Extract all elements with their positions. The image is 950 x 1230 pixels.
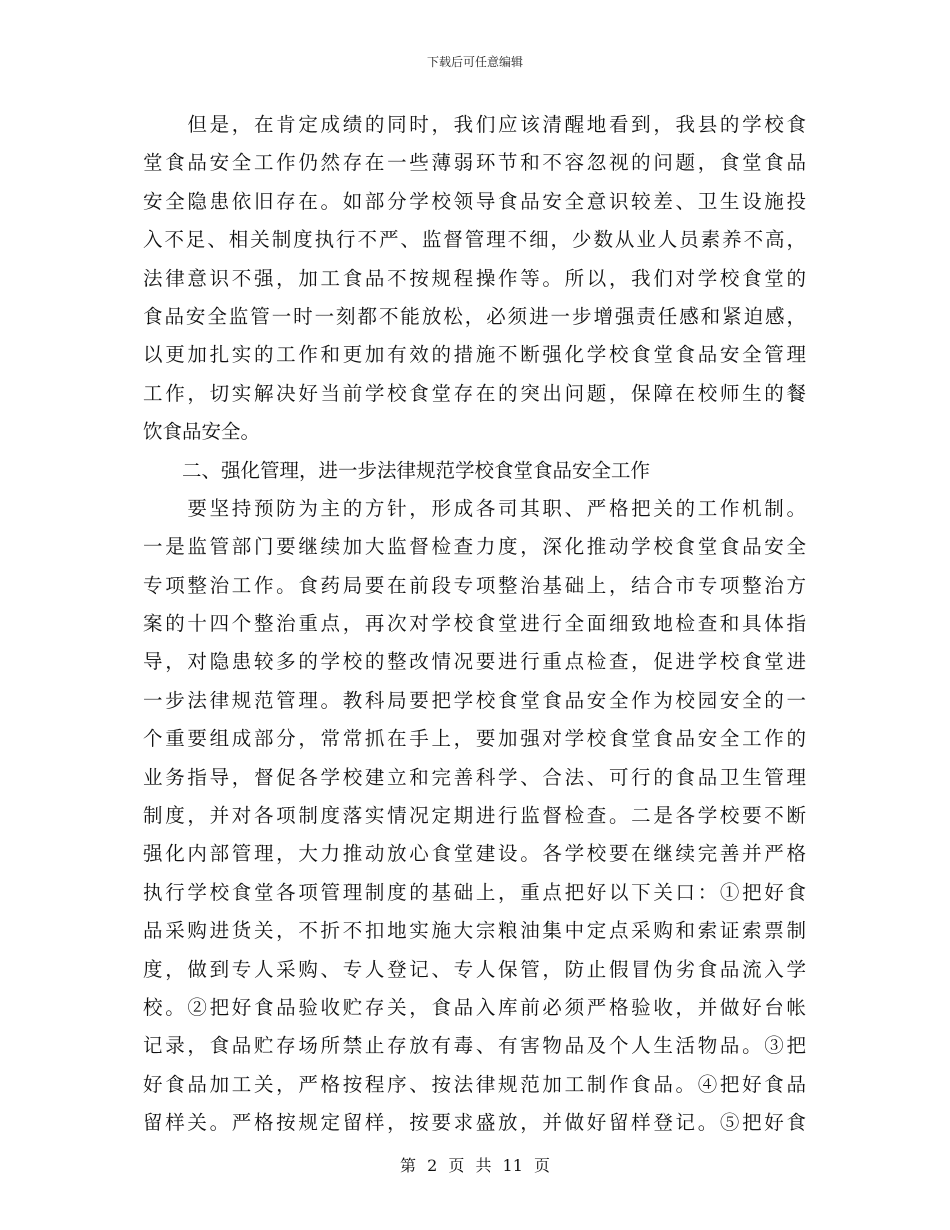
text-line: 强化内部管理，大力推动放心食堂建设。各学校要在继续完善并严格 bbox=[143, 842, 806, 866]
text-line: 制度，并对各项制度落实情况定期进行监督检查。二是各学校要不断 bbox=[143, 804, 806, 828]
page-footer: 第 2 页 共 11 页 bbox=[400, 1156, 550, 1175]
text-line: 记录，食品贮存场所禁止存放有毒、有害物品及个人生活物品。③把 bbox=[143, 1034, 806, 1058]
text-line: 以更加扎实的工作和更加有效的措施不断强化学校食堂食品安全管理 bbox=[143, 343, 806, 367]
text-line: 二、强化管理，进一步法律规范学校食堂食品安全工作 bbox=[143, 458, 651, 482]
text-line: 一步法律规范管理。教科局要把学校食堂食品安全作为校园安全的一 bbox=[143, 688, 806, 712]
text-line: 工作，切实解决好当前学校食堂存在的突出问题，保障在校师生的餐 bbox=[143, 381, 806, 405]
text-line: 案的十四个整治重点，再次对学校食堂进行全面细致地检查和具体指 bbox=[143, 612, 806, 636]
text-line: 校。②把好食品验收贮存关，食品入库前必须严格验收，并做好台帐 bbox=[143, 995, 806, 1019]
document-body bbox=[143, 106, 806, 1143]
text-line: 专项整治工作。食药局要在前段专项整治基础上，结合市专项整治方 bbox=[143, 573, 806, 597]
text-line: 业务指导，督促各学校建立和完善科学、合法、可行的食品卫生管理 bbox=[143, 765, 806, 789]
text-line: 堂食品安全工作仍然存在一些薄弱环节和不容忽视的问题，食堂食品 bbox=[143, 151, 806, 175]
text-line: 导，对隐患较多的学校的整改情况要进行重点检查，促进学校食堂进 bbox=[143, 650, 806, 674]
text-line: 度，做到专人采购、专人登记、专人保管，防止假冒伪劣食品流入学 bbox=[143, 957, 806, 981]
text-line: 饮食品安全。 bbox=[143, 420, 261, 444]
text-line: 安全隐患依旧存在。如部分学校领导食品安全意识较差、卫生设施投 bbox=[143, 189, 806, 213]
text-line: 入不足、相关制度执行不严、监督管理不细，少数从业人员素养不高， bbox=[143, 228, 806, 252]
text-line: 品采购进货关，不折不扣地实施大宗粮油集中定点采购和索证索票制 bbox=[143, 919, 806, 943]
text-line: 留样关。严格按规定留样，按要求盛放，并做好留样登记。⑤把好食 bbox=[143, 1111, 806, 1135]
text-line: 但是，在肯定成绩的同时，我们应该清醒地看到，我县的学校食 bbox=[143, 113, 806, 136]
text-line: 要坚持预防为主的方针，形成各司其职、严格把关的工作机制。 bbox=[143, 496, 806, 520]
page-header: 下载后可任意编辑 bbox=[426, 55, 523, 69]
text-line: 个重要组成部分，常常抓在手上，要加强对学校食堂食品安全工作的 bbox=[143, 727, 806, 751]
text-line: 好食品加工关，严格按程序、按法律规范加工制作食品。④把好食品 bbox=[143, 1072, 806, 1096]
text-line: 一是监管部门要继续加大监督检查力度，深化推动学校食堂食品安全 bbox=[143, 535, 806, 559]
text-line: 食品安全监管一时一刻都不能放松，必须进一步增强责任感和紧迫感， bbox=[143, 304, 806, 328]
text-line: 法律意识不强，加工食品不按规程操作等。所以，我们对学校食堂的 bbox=[143, 266, 806, 290]
text-line: 执行学校食堂各项管理制度的基础上，重点把好以下关口：①把好食 bbox=[143, 880, 806, 904]
